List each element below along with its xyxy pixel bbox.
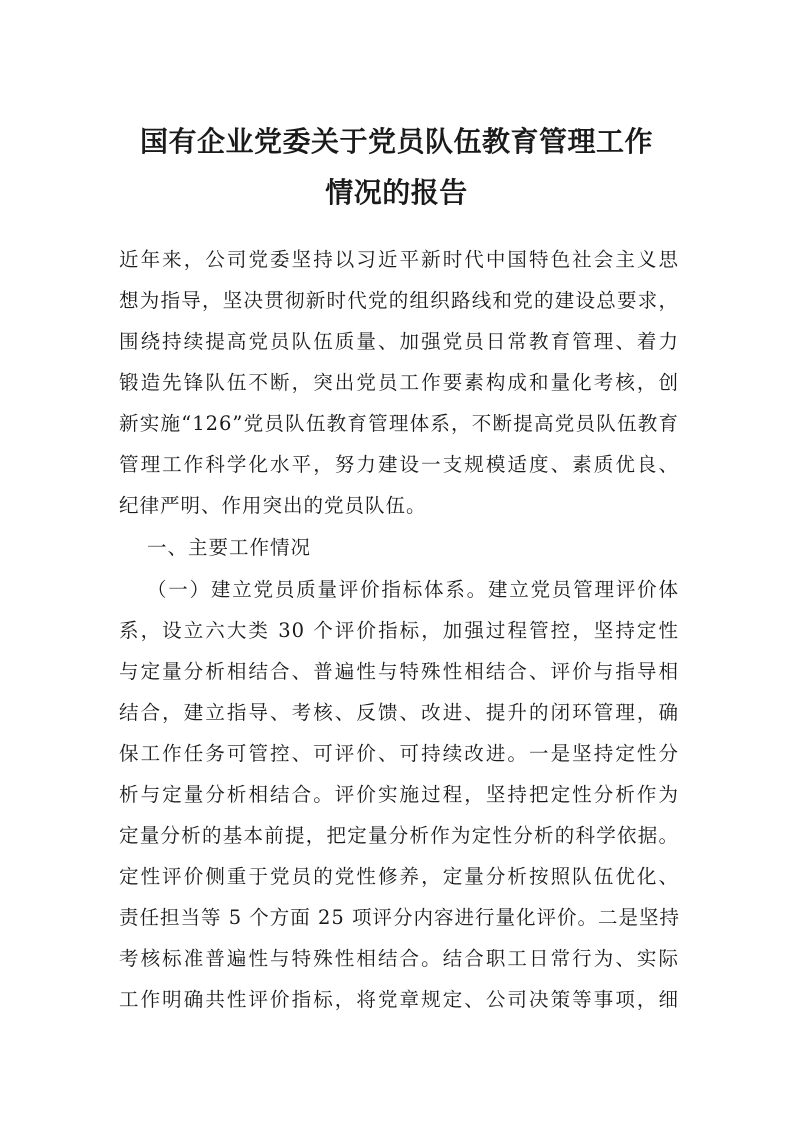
body-line: 与定量分析相结合、普遍性与特殊性相结合、评价与指导相 <box>119 660 679 683</box>
body-line: 保工作任务可管控、可评价、可持续改进。一是坚持定性分 <box>119 742 679 765</box>
body-line: 结合，建立指导、考核、反馈、改进、提升的闭环管理，确 <box>119 701 679 724</box>
body-line: 工作明确共性评价指标，将党章规定、公司决策等事项，细 <box>119 988 679 1011</box>
body-line: 考核标准普遍性与特殊性相结合。结合职工日常行为、实际 <box>119 947 679 970</box>
body-line: 析与定量分析相结合。评价实施过程，坚持把定性分析作为 <box>119 783 679 806</box>
document-title-line-1: 国有企业党委关于党员队伍教育管理工作 <box>139 125 653 158</box>
section-heading: 一、主要工作情况 <box>147 536 312 559</box>
intro-line: 近年来，公司党委坚持以习近平新时代中国特色社会主义思 <box>119 248 679 271</box>
intro-line: 锻造先锋队伍不断，突出党员工作要素构成和量化考核，创 <box>119 371 679 394</box>
document-title-line-2: 情况的报告 <box>325 176 468 209</box>
intro-line: 纪律严明、作用突出的党员队伍。 <box>119 494 427 517</box>
body-line: 系，设立六大类 30 个评价指标，加强过程管控，坚持定性 <box>119 619 679 642</box>
body-line: 定量分析的基本前提，把定量分析作为定性分析的科学依据。 <box>119 824 679 847</box>
intro-line: 想为指导，坚决贯彻新时代党的组织路线和党的建设总要求， <box>119 289 679 312</box>
body-line: 定性评价侧重于党员的党性修养，定量分析按照队伍优化、 <box>119 865 679 888</box>
intro-line: 新实施“126”党员队伍教育管理体系，不断提高党员队伍教育 <box>119 412 679 435</box>
body-line: 责任担当等 5 个方面 25 项评分内容进行量化评价。二是坚持 <box>119 906 681 929</box>
intro-line: 围绕持续提高党员队伍质量、加强党员日常教育管理、着力 <box>119 330 679 353</box>
intro-line: 管理工作科学化水平，努力建设一支规模适度、素质优良、 <box>119 453 679 476</box>
body-line: （一）建立党员质量评价指标体系。建立党员管理评价体 <box>147 578 679 601</box>
